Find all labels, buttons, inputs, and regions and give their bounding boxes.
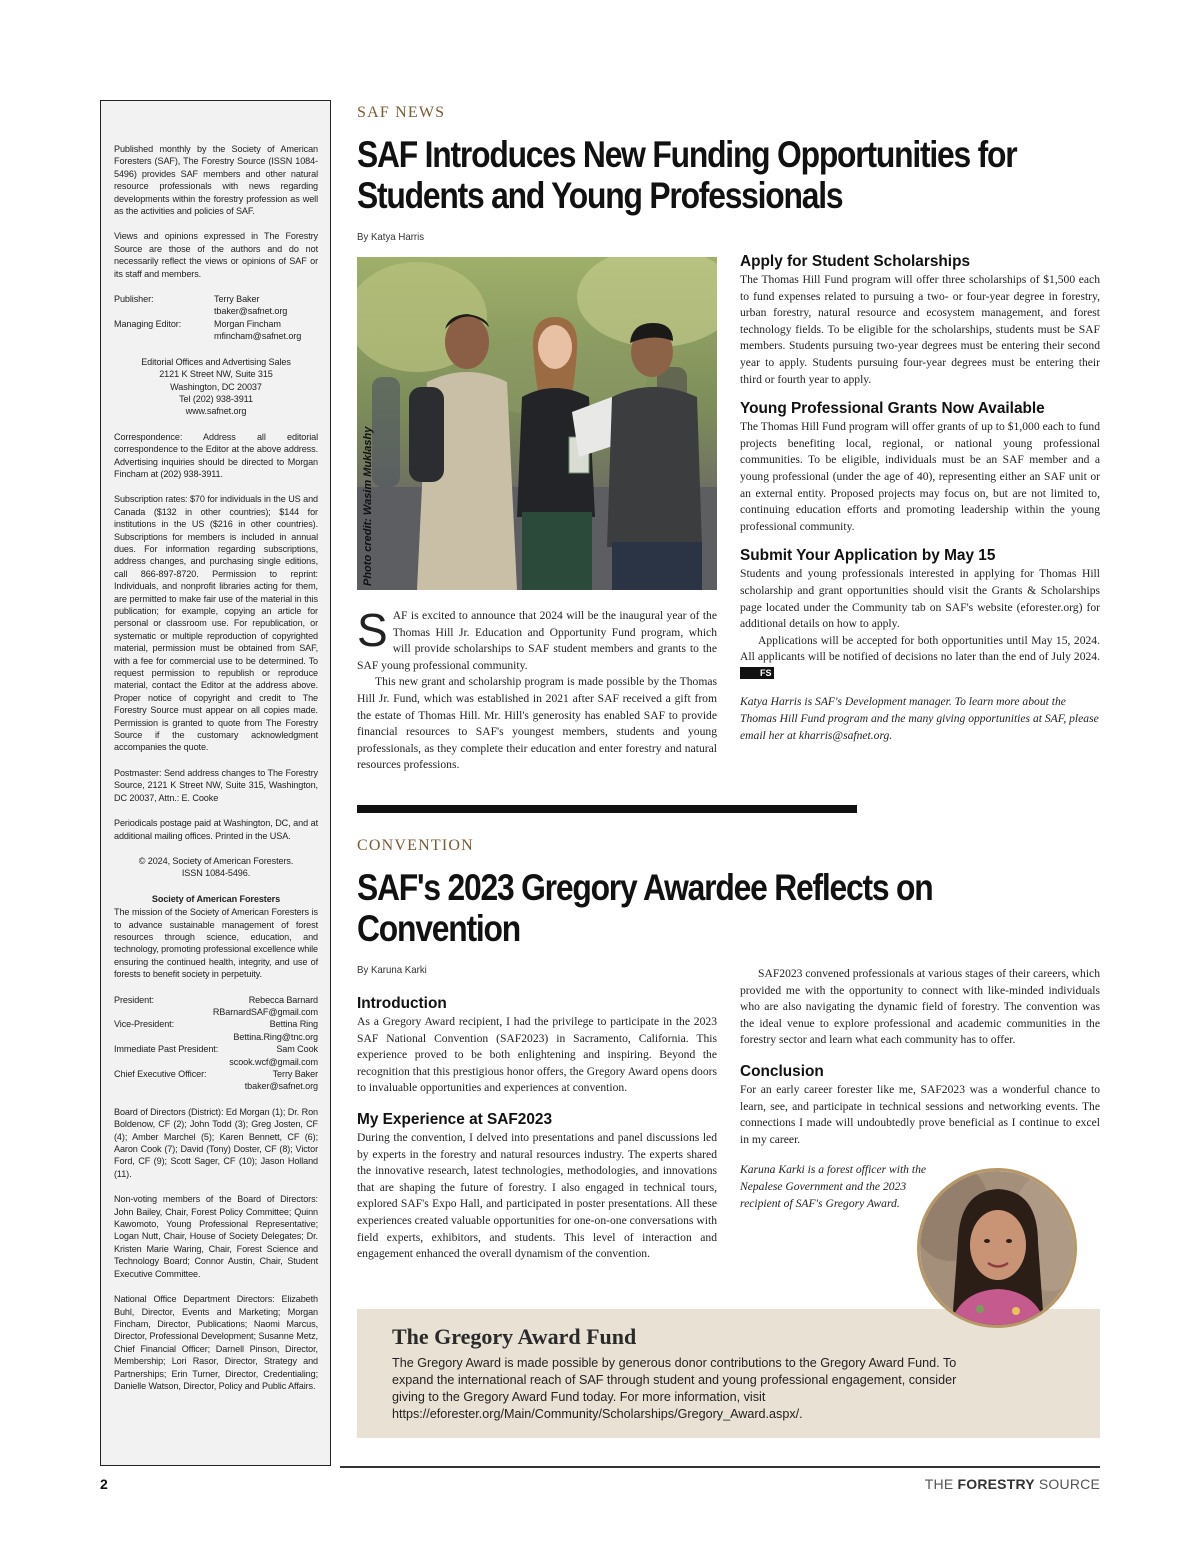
article1-headline: SAF Introduces New Funding Opportunities for Students and Young Professionals: [357, 134, 1017, 216]
publication-name: [925, 1476, 1100, 1492]
article1-col1: [357, 604, 717, 774]
publisher-label: Publisher:: [114, 294, 154, 305]
scholarships-subhead: Apply for Student Scholarships: [740, 253, 971, 270]
students-photo-illustration: [357, 257, 717, 590]
page-number: 2: [100, 1476, 108, 1492]
offices-title: Editorial Offices and Advertising Sales: [141, 356, 291, 367]
ceo-name: Terry Baker: [272, 1069, 318, 1079]
president-name: Rebecca Barnard: [248, 994, 318, 1005]
past-president-email[interactable]: scook.wcf@gmail.com: [229, 1056, 318, 1067]
mission: The mission of the Society of American Foresters is to advance sustainable management of forest resources through science, education, and technology, promoting professional excellence while ensuring the continued health, integrity, and use of forests to benefit society in perpetuity.: [114, 907, 319, 980]
editor-name: Morgan Fincham: [214, 318, 281, 329]
article1-kicker: SAF NEWS: [357, 104, 446, 121]
article2-headline: SAF's 2023 Gregory Awardee Reflects on Convention: [357, 867, 933, 949]
pub-bold: FORESTRY: [957, 1476, 1035, 1492]
editor-email[interactable]: mfincham@safnet.org: [214, 331, 302, 342]
dropcap: S: [357, 604, 388, 656]
apply-text2: Applications will be accepted for both opportunities until May 15, 2024. All applicants will be notified of decisions no later than the end of July 2024.: [740, 633, 1100, 664]
vp-label: Vice-President:: [114, 1019, 174, 1030]
correspondence: Correspondence: Address all editorial correspondence to the Editor at the above address. Advertising inquiries should be directed to Morgan Fincham at (202) 938-3911.: [114, 431, 318, 479]
gregory-fund-title: The Gregory Award Fund: [392, 1324, 637, 1349]
apply-subhead: Submit Your Application by May 15: [740, 547, 996, 565]
vp-name: Bettina Ring: [269, 1019, 318, 1030]
author-portrait-illustration: [920, 1171, 1074, 1325]
pub-prefix: THE: [924, 1476, 954, 1492]
board-of-directors: Board of Directors (District): Ed Morgan (1); Dr. Ron Boldenow, CF (2); John Todd (3); Greg Josten, CF (4); Amber Marchel (5); Karen Bennett, CF (6); Aaron Cook (7); David (Tony) Doster, CF (8); Victor Ford, CF (9); Scott Sager, CF (10); Jason Holland (11).: [114, 1106, 318, 1179]
past-president-label: Immediate Past President:: [114, 1044, 219, 1055]
end-mark: FS: [740, 667, 774, 679]
officers: [114, 994, 318, 1093]
article2-author-note: Karuna Karki is a forest officer with the Nepalese Government and the 2023 recipient of SAF's Gregory Award.: [740, 1163, 927, 1210]
editor-label: Managing Editor:: [114, 318, 182, 329]
gregory-fund-text: The Gregory Award is made possible by generous donor contributions to the Gregory Award Fund. To expand the international reach of SAF through student and young professional engagement, consider giving to the Gregory Award Fund today. For more information, visit https://eforester.org/Main/Community/Scholarships/Gregory_Award.aspx/.: [392, 1356, 957, 1421]
footer-rule: [340, 1466, 1100, 1468]
pub-suffix: SOURCE: [1038, 1476, 1100, 1492]
masthead-intro: Published monthly by the Society of American Foresters (SAF), The Forestry Source (ISSN 1084-5496) provides SAF members and other natural resource professionals with news regarding developments within the forestry profession as well as the activities and policies of SAF.: [114, 144, 318, 217]
apply-text: Students and young professionals interested in applying for Thomas Hill scholarship and grant opportunities should visit the Grants & Scholarships page located under the Community tab on SAF's website (eforester.org) for additional details on how to apply.: [740, 567, 1100, 631]
article2-col2: [740, 966, 1100, 1212]
students-photo: [357, 257, 717, 590]
copyright-block: [114, 855, 318, 880]
experience-text: During the convention, I delved into presentations and panel discussions led by experts in the forestry and natural resources industry. The experts shared the innovative research, latest technologies, methodologies, and innovations that are shaping the future of forestry. I also engaged in technical tours, explored SAF's Expo Hall, and participated in poster presentations. All these experiences created valuable opportunities for one-on-one conversations with field experts, exhibitors, and students. This level of interaction and engagement enhanced the overall dynamism of the convention.: [357, 1130, 717, 1261]
postage: Periodicals postage paid at Washington, DC, and at additional mailing offices. Printed in the USA.: [114, 818, 318, 841]
author-portrait: [917, 1168, 1077, 1328]
publisher-email[interactable]: tbaker@safnet.org: [214, 306, 288, 317]
address-line2: Washington, DC 20037: [170, 381, 262, 392]
section-divider: [357, 805, 857, 813]
article1-byline: By Katya Harris: [357, 231, 425, 243]
president-email[interactable]: RBarnardSAF@gmail.com: [212, 1006, 318, 1017]
article2-byline: By Karuna Karki: [357, 964, 427, 976]
article1-para2: This new grant and scholarship program is made possible by the Thomas Hill Jr. Fund, which was established in 2021 after SAF received a gift from the estate of Thomas Hill. Mr. Hill's generosity has enabled SAF to provide financial resources to SAF's youngest members, students and young professionals, as they complete their education and enter forestry and natural resources professions.: [357, 675, 717, 772]
phone: Tel (202) 938-3911: [179, 393, 253, 404]
conclusion-subhead: Conclusion: [740, 1062, 824, 1080]
president-label: President:: [114, 994, 154, 1005]
ceo-email[interactable]: tbaker@safnet.org: [244, 1081, 318, 1092]
article2-col1: [357, 995, 717, 1263]
article2-kicker: CONVENTION: [357, 837, 474, 854]
article1-col2: [740, 253, 1100, 744]
postmaster: Postmaster: Send address changes to The Forestry Source, 2121 K Street NW, Suite 315, Washington, DC 20037, Attn.: E. Cooke: [114, 767, 318, 803]
editorial-offices: [114, 356, 318, 418]
article2-col2-para: SAF2023 convened professionals at various stages of their careers, which provided me with the opportunity to connect with like-minded individuals who are also navigating the dynamic field of forestry. The convention was the ideal venue to explore professional and academic communities in the forestry sector and learn what each community has to offer.: [740, 967, 1100, 1047]
publisher-name: Terry Baker: [214, 294, 260, 305]
conclusion-text: For an early career forester like me, SAF2023 was a wonderful chance to learn, see, and participate in technical sessions and networking events. The connections I made will undoubtedly prove beneficial as I continue to excel in my career.: [740, 1082, 1100, 1146]
gregory-fund-box: [357, 1309, 1100, 1438]
photo-credit: Photo credit: Wasim Muklashy: [362, 426, 374, 586]
ceo-label: Chief Executive Officer:: [114, 1069, 207, 1079]
masthead-staff: [114, 293, 318, 343]
experience-subhead: My Experience at SAF2023: [357, 1110, 553, 1128]
copyright: © 2024, Society of American Foresters.: [138, 855, 294, 866]
article1-author-note: Katya Harris is SAF's Development manager. To learn more about the Thomas Hill Fund program and the many giving opportunities at SAF, please email her at kharris@safnet.org.: [740, 695, 1099, 742]
introduction-text: As a Gregory Award recipient, I had the privilege to participate in the 2023 SAF National Convention (SAF2023) in Sacramento, California. This experience proved to be both enlightening and inspiring. Beyond the recognition that this prestigious honor offers, the Gregory Award opens doors to invaluable opportunities and experiences at convention.: [357, 1015, 717, 1095]
nonvoting-members: Non-voting members of the Board of Directors: John Bailey, Chair, Forest Policy Committee; Quinn Kawomoto, Young Professional Representative; Logan Nutt, Chair, House of Society Delegates; Dr. Kristen Marie Waring, Chair, Forest Science and Technology Board; Connor Austin, Chair, Student Executive Committee.: [114, 1194, 318, 1279]
issn: ISSN 1084-5496.: [181, 868, 251, 879]
masthead-views: Views and opinions expressed in The Forestry Source are those of the authors and do not necessarily reflect the views or opinions of SAF or its staff and members.: [114, 231, 318, 279]
scholarships-text: The Thomas Hill Fund program will offer three scholarships of $1,500 each to fund expenses related to pursuing a two- or four-year degree in forestry, urban forestry, natural resource and ecosystem management, and forest technology fields. To be eligible for the scholarships, students must be SAF members. Students pursuing two-year degrees must be entering their second year to apply. Students pursuing four-year degrees must be entering their third or fourth year to apply.: [740, 273, 1100, 386]
grants-text: The Thomas Hill Fund program will offer grants of up to $1,000 each to fund projects benefiting local, regional, or national young professional communities. To be eligible, individuals must be an SAF member and a young professional (under the age of 40), representing either an SAF unit or an external entity. Proposed projects may focus on, but are not limited to, continuing education efforts and promoting leadership within the young professional community.: [740, 420, 1100, 533]
national-office-directors: National Office Department Directors: Elizabeth Buhl, Director, Events and Marketing; Morgan Fincham, Director, Publications; Naomi Marcus, Director, Professional Development; Susanne Metz, Chief Financial Officer; Darnell Pinson, Director, Membership; Lori Rasor, Director, Strategy and Partnerships; Erin Turner, Director, Credentialing; Danielle Watson, Director, Policy and Public Affairs.: [114, 1294, 318, 1391]
vp-email[interactable]: Bettina.Ring@tnc.org: [233, 1031, 318, 1042]
org-name: Society of American Foresters: [151, 893, 281, 904]
address-line1: 2121 K Street NW, Suite 315: [159, 369, 273, 380]
introduction-subhead: Introduction: [357, 995, 447, 1012]
subscription-info: Subscription rates: $70 for individuals in the US and Canada ($132 in other countries); $144 for institutions in the US ($216 in other countries). Subscriptions for members is included in annual dues. For information regarding subscriptions, address changes, and purchasing single editions, call 866-897-8720. Permission to reprint: Individuals, and nonprofit libraries acting for them, are permitted to make fair use of the material in this publication; for example, copying an article for personal or classroom use. For republication, or systematic or multiple reproduction of copyrighted material, permission must be obtained from SAF, with a fee for commercial use to be determined. To request permission to republish or reproduce material, contact the Editor at the address above. Proper notice of copyright and credit to The Forestry Source must appear on all copies made. Permission is granted to quote from The Forestry Source if the customary acknowledgment accompanies the quote.: [114, 494, 318, 753]
website-link[interactable]: www.safnet.org: [185, 406, 247, 417]
article1-para1: AF is excited to announce that 2024 will be the inaugural year of the Thomas Hill Jr. Education and Opportunity Fund program, which will provide scholarships to SAF student members and grants to the SAF young professional community.: [357, 609, 717, 672]
grants-subhead: Young Professional Grants Now Available: [740, 400, 1045, 418]
masthead-sidebar: [100, 100, 331, 1466]
past-president-name: Sam Cook: [276, 1044, 318, 1055]
